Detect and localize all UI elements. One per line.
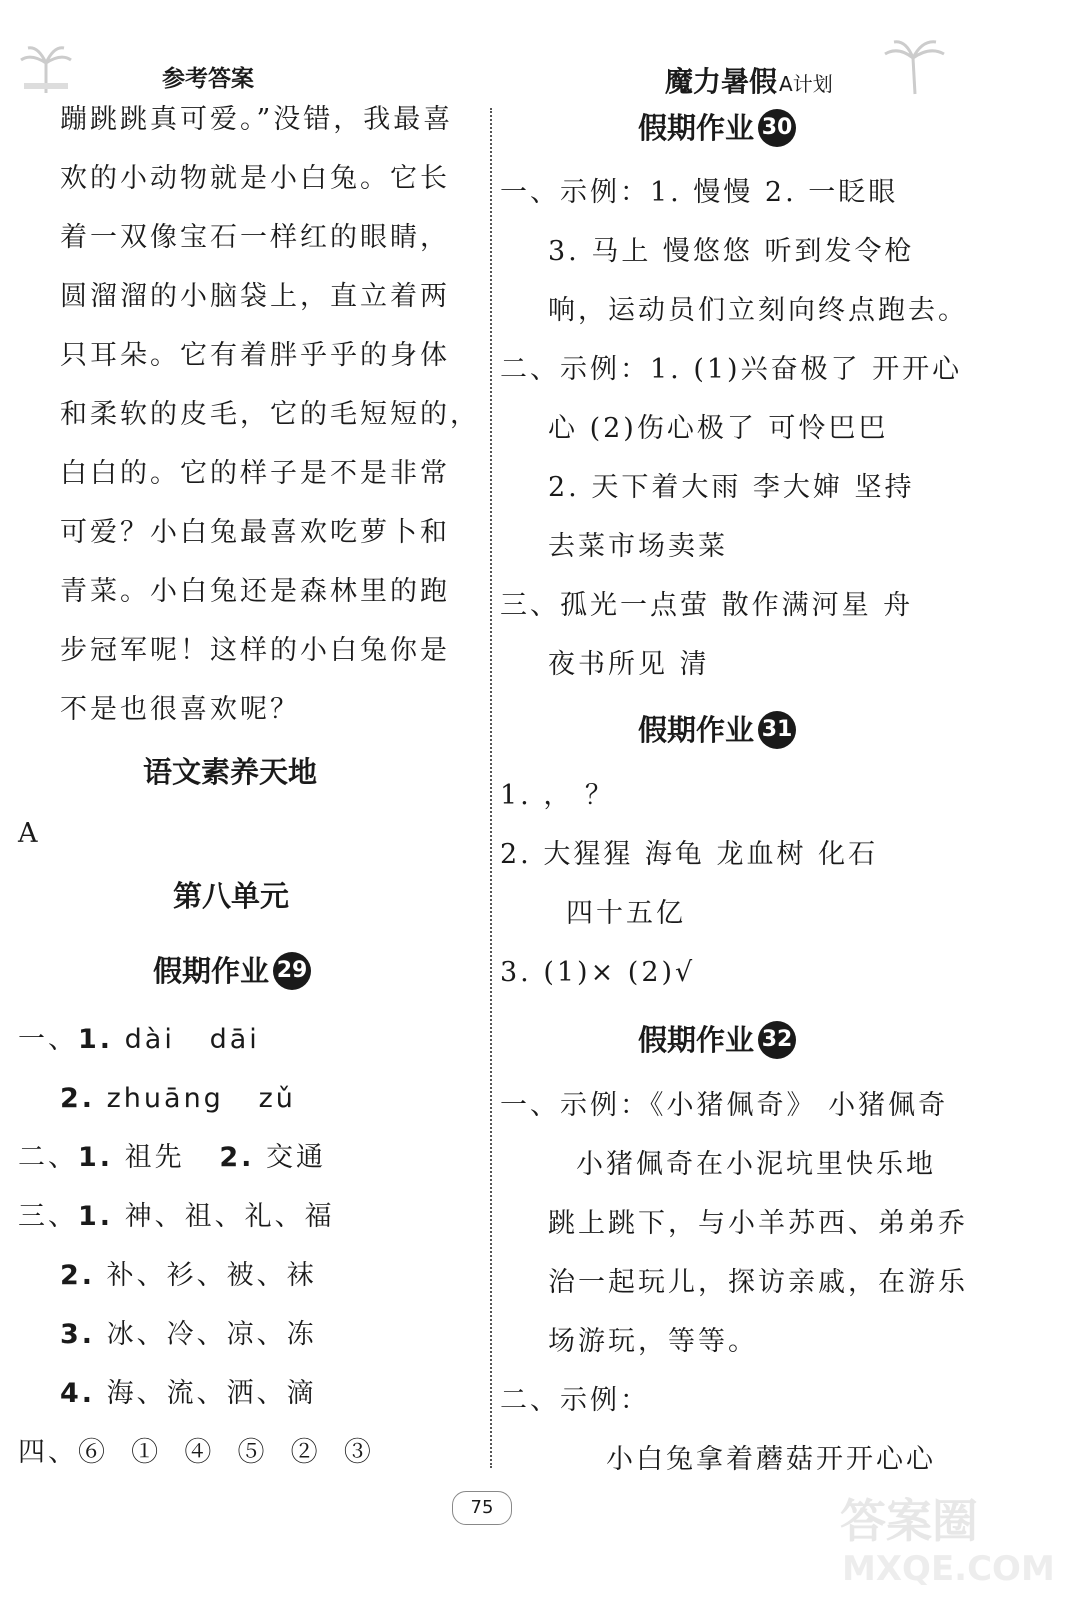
answer-prefix: 四、 xyxy=(18,1437,78,1468)
page-number: 75 xyxy=(452,1491,512,1525)
page-header-right xyxy=(665,60,833,100)
homework-title: 假期作业 xyxy=(638,1023,755,1057)
answer-line xyxy=(60,1081,296,1117)
book-title: 魔力暑假 xyxy=(665,65,778,98)
answer-number: 2. xyxy=(60,1260,96,1291)
answer-prefix: 一、 xyxy=(18,1024,78,1055)
homework-title: 假期作业 xyxy=(638,111,755,145)
answer-line: 2. 天下着大雨 李大婶 坚持 xyxy=(548,472,915,503)
answer-line: 1. ， ？ xyxy=(500,780,615,811)
answer-line xyxy=(60,1376,317,1412)
homework-number-badge: 32 xyxy=(758,1021,796,1059)
answer-line: 二、示例：1. (1)兴奋极了 开开心 xyxy=(500,354,963,385)
essay-line: 和柔软的皮毛，它的毛短短的， xyxy=(60,399,480,430)
answer-line: 小猪佩奇在小泥坑里快乐地 xyxy=(576,1149,936,1180)
answer-text: 神、祖、礼、福 xyxy=(113,1201,335,1232)
answer-line: 场游玩，等等。 xyxy=(548,1326,758,1357)
answer-line: 2. 大猩猩 海龟 龙血树 化石 xyxy=(500,839,879,870)
answer-prefix: 二、 xyxy=(18,1142,78,1173)
answer-text: 补、衫、被、袜 xyxy=(95,1260,317,1291)
essay-line: 青菜。小白兔还是森林里的跑 xyxy=(60,576,450,607)
answer-line: 二、示例： xyxy=(500,1385,650,1416)
answer-line: 三、孤光一点萤 散作满河星 舟 xyxy=(500,590,914,621)
answer-text: ⑥ ① ④ ⑤ ② ③ xyxy=(78,1437,374,1468)
answer-number: 2. xyxy=(60,1083,96,1114)
essay-line: 步冠军呢！这样的小白兔你是 xyxy=(60,635,450,666)
answer-line: 一、示例：1. 慢慢 2. 一眨眼 xyxy=(500,177,899,208)
answer-text: 海、流、洒、滴 xyxy=(95,1378,317,1409)
answer-text: 交通 xyxy=(254,1142,327,1173)
essay-line: 可爱？小白兔最喜欢吃萝卜和 xyxy=(60,517,450,548)
answer-line: 3. (1)× (2)√ xyxy=(500,957,696,988)
answer-text: zhuāng zǔ xyxy=(95,1083,296,1114)
section-heading-literacy: 语文素养天地 xyxy=(143,755,318,789)
essay-line: 蹦跳跳真可爱。”没错，我最喜 xyxy=(60,104,454,135)
answer-number: 3. xyxy=(60,1319,96,1350)
unit-title: 第八单元 xyxy=(173,879,290,913)
essay-line: 圆溜溜的小脑袋上，直立着两 xyxy=(60,281,450,312)
answer-line: 心 (2)伤心极了 可怜巴巴 xyxy=(548,413,889,444)
answer-line: 夜书所见 清 xyxy=(548,649,710,680)
homework-heading-30 xyxy=(638,108,796,148)
watermark-url-text: MXQE.COM xyxy=(842,1549,1055,1589)
answer-line xyxy=(60,1317,317,1353)
essay-line: 白白的。它的样子是不是非常 xyxy=(60,458,450,489)
page-header-left: 参考答案 xyxy=(162,66,254,92)
homework-number-badge: 29 xyxy=(273,952,311,990)
homework-heading-29 xyxy=(153,951,311,991)
answer-line xyxy=(18,1435,374,1471)
answer-line xyxy=(60,1258,317,1294)
answer-line: 一、示例：《小猪佩奇》 小猪佩奇 xyxy=(500,1090,949,1121)
answer-number: 1. xyxy=(78,1024,114,1055)
watermark-logo-text: 答案圈 xyxy=(840,1494,978,1548)
essay-line: 着一双像宝石一样红的眼睛， xyxy=(60,222,450,253)
answer-line: 去菜市场卖菜 xyxy=(548,531,728,562)
answer-number: 2. xyxy=(219,1142,255,1173)
palm-tree-decoration-icon xyxy=(880,36,950,100)
homework-title: 假期作业 xyxy=(153,954,270,988)
site-watermark xyxy=(830,1482,1070,1596)
answer-line: 响，运动员们立刻向终点跑去。 xyxy=(548,295,968,326)
homework-heading-32 xyxy=(638,1020,796,1060)
answer-line: 3. 马上 慢悠悠 听到发令枪 xyxy=(548,236,915,267)
answer-number: 1. xyxy=(78,1142,114,1173)
homework-title: 假期作业 xyxy=(638,713,755,747)
answer-line xyxy=(18,1199,335,1235)
answer-number: 1. xyxy=(78,1201,114,1232)
column-divider xyxy=(490,108,492,1468)
answer-text: 冰、冷、凉、冻 xyxy=(95,1319,317,1350)
answer-text: 祖先 xyxy=(113,1142,220,1173)
answer-line: 小白兔拿着蘑菇开开心心 xyxy=(606,1444,936,1475)
essay-line: 不是也很喜欢呢？ xyxy=(60,694,300,725)
answer-number: 4. xyxy=(60,1378,96,1409)
answer-text: dài dāi xyxy=(113,1024,260,1055)
literacy-answer: A xyxy=(18,818,41,849)
answer-prefix: 三、 xyxy=(18,1201,78,1232)
homework-number-badge: 31 xyxy=(758,711,796,749)
answer-line: 四十五亿 xyxy=(566,898,686,929)
palm-tree-decoration-icon xyxy=(16,38,76,102)
homework-number-badge: 30 xyxy=(758,109,796,147)
answer-line: 治一起玩儿，探访亲戚，在游乐 xyxy=(548,1267,968,1298)
homework-heading-31 xyxy=(638,710,796,750)
answer-line xyxy=(18,1022,260,1058)
essay-line: 欢的小动物就是小白兔。它长 xyxy=(60,163,450,194)
book-subtitle: A计划 xyxy=(779,72,833,96)
essay-line: 只耳朵。它有着胖乎乎的身体 xyxy=(60,340,450,371)
answer-line xyxy=(18,1140,326,1176)
answer-line: 跳上跳下，与小羊苏西、弟弟乔 xyxy=(548,1208,968,1239)
